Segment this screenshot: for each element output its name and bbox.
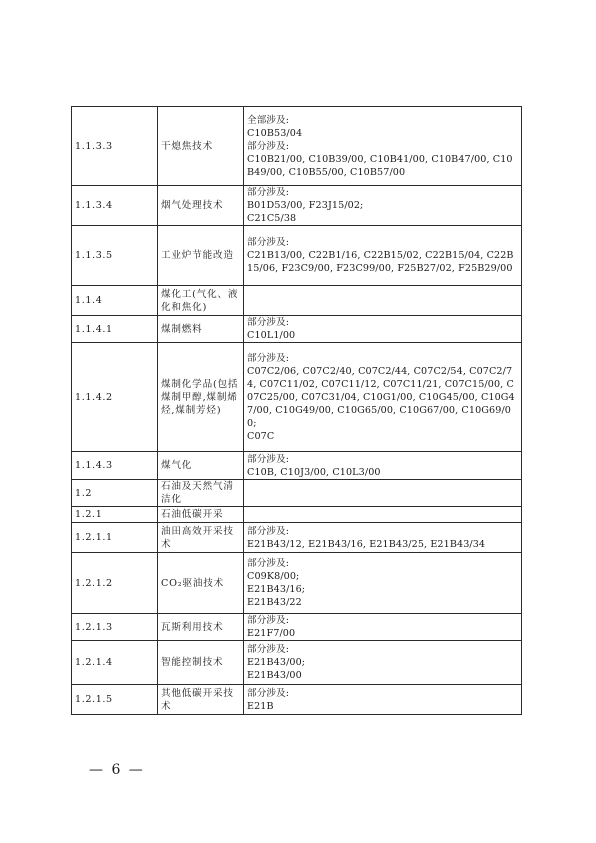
category-code: 1.2.1.5 <box>72 685 158 715</box>
table-body <box>72 107 522 715</box>
category-code: 1.2.1.1 <box>72 523 158 553</box>
table-row <box>72 452 522 480</box>
ipc-line: E21B43/00; <box>247 657 306 668</box>
ipc-line: C21B13/00, C22B1/16, C22B15/02, C22B15/04, C22B15/06, F23C9/00, F23C99/00, F25B27/02, F25B29/00 <box>247 250 514 274</box>
category-code: 1.1.4 <box>72 286 158 316</box>
table-row <box>72 641 522 685</box>
table-row <box>72 316 522 343</box>
ipc-codes-cell <box>244 343 522 452</box>
ipc-line: E21F7/00 <box>247 628 296 639</box>
table-row <box>72 107 522 186</box>
ipc-line: 部分涉及: <box>247 644 290 655</box>
category-code: 1.1.4.1 <box>72 316 158 343</box>
ipc-line: 部分涉及: <box>247 237 290 248</box>
ipc-line: B01D53/00, F23J15/02; <box>247 200 364 211</box>
table-row <box>72 480 522 507</box>
ipc-line: E21B43/16; <box>247 584 306 595</box>
ipc-codes-cell <box>244 614 522 641</box>
table-row <box>72 685 522 715</box>
ipc-line: E21B43/00 <box>247 670 302 681</box>
category-code: 1.2 <box>72 480 158 507</box>
ipc-line: E21B43/12, E21B43/16, E21B43/25, E21B43/34 <box>247 538 486 550</box>
category-name: 石油低碳开采 <box>158 507 244 523</box>
category-code: 1.2.1.4 <box>72 641 158 685</box>
table-row <box>72 286 522 316</box>
category-name: 工业炉节能改造 <box>158 226 244 286</box>
ipc-line: 部分涉及: <box>247 140 290 152</box>
table-row <box>72 614 522 641</box>
category-name: 油田高效开采技术 <box>158 523 244 553</box>
classification-table <box>71 106 522 715</box>
ipc-line: 部分涉及: <box>247 687 290 699</box>
category-name: 烟气处理技术 <box>158 186 244 226</box>
ipc-line: 部分涉及: <box>247 187 290 198</box>
ipc-line: 部分涉及: <box>247 525 290 537</box>
category-name: 煤化工(气化、液化和焦化) <box>158 286 244 316</box>
ipc-line: C10B21/00, C10B39/00, C10B41/00, C10B47/00, C10B49/00, C10B55/00, C10B57/00 <box>247 153 513 178</box>
ipc-codes-cell <box>244 553 522 614</box>
table-row <box>72 186 522 226</box>
table-row <box>72 553 522 614</box>
ipc-line: 部分涉及: <box>247 615 290 626</box>
ipc-codes-cell <box>244 226 522 286</box>
category-name: 干熄焦技术 <box>158 107 244 186</box>
ipc-codes-cell <box>244 452 522 480</box>
ipc-codes-cell <box>244 316 522 343</box>
ipc-line: C10B, C10J3/00, C10L3/00 <box>247 466 381 478</box>
ipc-line: C09K8/00; <box>247 571 300 582</box>
table-row <box>72 226 522 286</box>
category-code: 1.2.1.2 <box>72 553 158 614</box>
ipc-line: 部分涉及: <box>247 558 290 569</box>
category-name: 煤制化学品(包括煤制甲醇,煤制烯烃,煤制芳烃) <box>158 343 244 452</box>
category-name: 智能控制技术 <box>158 641 244 685</box>
ipc-codes-cell <box>244 523 522 553</box>
category-code: 1.1.4.3 <box>72 452 158 480</box>
ipc-codes-cell <box>244 186 522 226</box>
category-code: 1.1.3.5 <box>72 226 158 286</box>
category-code: 1.2.1.3 <box>72 614 158 641</box>
ipc-line: C21C5/38 <box>247 213 297 224</box>
ipc-line: C10L1/00 <box>247 330 296 341</box>
ipc-line: C10B53/04 <box>247 127 303 139</box>
table-row <box>72 523 522 553</box>
ipc-line: 部分涉及: <box>247 453 290 465</box>
ipc-codes-cell <box>244 507 522 523</box>
ipc-line: 部分涉及: <box>247 317 290 328</box>
category-code: 1.1.3.3 <box>72 107 158 186</box>
ipc-codes-cell <box>244 641 522 685</box>
category-name: 瓦斯利用技术 <box>158 614 244 641</box>
ipc-line: E21B <box>247 700 274 712</box>
ipc-codes-cell <box>244 685 522 715</box>
table-row <box>72 343 522 452</box>
page-number: — 6 — <box>89 762 145 778</box>
table-row <box>72 507 522 523</box>
ipc-codes-cell <box>244 480 522 507</box>
category-code: 1.1.3.4 <box>72 186 158 226</box>
ipc-line: C07C2/06, C07C2/40, C07C2/44, C07C2/54, C07C2/74, C07C11/02, C07C11/12, C07C11/21, C07C15/00, C07C25/00, C07C31/04, C10G1/00, C10G45/00, C10G47/00, C10G49/00, C10G65/00, C10G67/00, C10G69/00; <box>247 365 515 429</box>
category-name: 石油及天然气清洁化 <box>158 480 244 507</box>
category-code: 1.1.4.2 <box>72 343 158 452</box>
category-code: 1.2.1 <box>72 507 158 523</box>
category-name: 煤气化 <box>158 452 244 480</box>
ipc-codes-cell <box>244 286 522 316</box>
ipc-line: 部分涉及: <box>247 352 290 364</box>
ipc-line: 全部涉及: <box>247 114 290 126</box>
category-name: 其他低碳开采技术 <box>158 685 244 715</box>
category-name: CO₂驱油技术 <box>158 553 244 614</box>
category-name: 煤制燃料 <box>158 316 244 343</box>
ipc-codes-cell <box>244 107 522 186</box>
ipc-line: E21B43/22 <box>247 597 302 608</box>
ipc-line: C07C <box>247 430 275 442</box>
